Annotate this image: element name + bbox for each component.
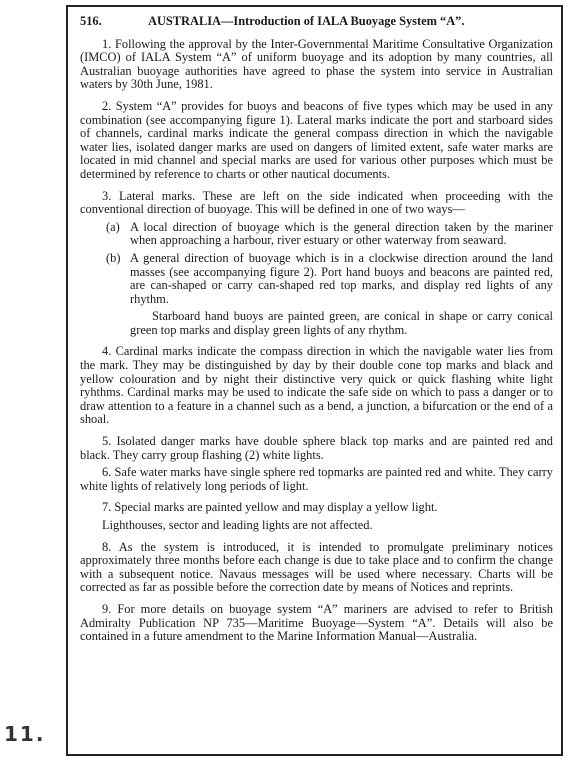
paragraph-3b-text: A general direction of buoyage which is in a clockwise direction around the land masses (see accompanying figure 2). Port hand buoys and beacons are painted red, are can-shaped or carry can-shaped red top marks, and display red lights of any rhythm. bbox=[130, 250, 553, 306]
paragraph-3b-continued: Starboard hand buoys are painted green, are conical in shape or carry conical green top marks and display green lights of any rhythm. bbox=[130, 309, 553, 337]
paragraph-6: 6. Safe water marks have single sphere red topmarks are painted red and white. They carry white lights of relatively long periods of light. bbox=[80, 465, 553, 493]
notice-title: AUSTRALIA—Introduction of IALA Buoyage System “A”. bbox=[148, 14, 465, 28]
notice-heading bbox=[80, 15, 553, 29]
paragraph-7-lighthouses: Lighthouses, sector and leading lights are not affected. bbox=[102, 518, 373, 532]
paragraph-1: 1. Following the approval by the Inter-Governmental Maritime Consultative Organization (IMCO) of IALA System “A” of uniform buoyage and its adoption by many countries, all Australian buoyage authorities have agreed to phase the system into service in Australian waters by 30th June, 1981. bbox=[80, 36, 553, 92]
paragraph-5: 5. Isolated danger marks have double sphere black top marks and are painted red and black. They carry group flashing (2) white lights. bbox=[80, 434, 553, 462]
paragraph-8: 8. As the system is introduced, it is intended to promulgate preliminary notices approximately three months before each change is due to take place and to confirm the change with a subsequent notice. Navaus messages will be used where necessary. Charts will be corrected as far as possible before the correction date by means of Notices and reprints. bbox=[80, 539, 553, 595]
paragraph-4: 4. Cardinal marks indicate the compass direction in which the navigable water lies from the mark. They may be distinguished by day by their double cone top marks and black and yellow colouration and by night their distinctive very quick or quick flashing white light ryhthms. Cardinal marks may be used to indicate the safe side on which to pass a danger or to draw attention to a feature in a channel such as a bend, a junction, a bifurcation or the end of a shoal. bbox=[80, 344, 553, 427]
paragraph-3a bbox=[106, 221, 553, 248]
paragraph-3a-text: A local direction of buoyage which is the general direction taken by the mariner when approaching a harbour, river estuary or other waterway from seaward. bbox=[130, 219, 553, 248]
paragraph-2: 2. System “A” provides for buoys and beacons of five types which may be used in any combination (see accompanying figure 1). Lateral marks indicate the port and starboard sides of channels, cardinal marks indicate the general compass direction in which the navigable water lies, isolated danger marks are used on dangers of limited extent, safe water marks are located in mid channel and special marks are used for various other purposes which must be determined by reference to charts or other nautical documents. bbox=[80, 98, 553, 181]
notice-box bbox=[66, 5, 563, 756]
paragraph-3b-label: (b) bbox=[106, 250, 121, 265]
margin-page-mark: 11. bbox=[4, 722, 46, 746]
paragraph-7: 7. Special marks are painted yellow and may display a yellow light. bbox=[102, 500, 438, 515]
paragraph-3: 3. Lateral marks. These are left on the side indicated when proceeding with the conventional direction of buoyage. This will be defined in one of two ways— bbox=[80, 188, 553, 217]
paragraph-3a-label: (a) bbox=[106, 219, 120, 234]
paragraph-3b bbox=[106, 252, 553, 306]
paragraph-9: 9. For more details on buoyage system “A” mariners are advised to refer to British Admiralty Publication NP 735—Maritime Buoyage—System “A”. Details will also be contained in a future amendment to the Marine Information Manual—Australia. bbox=[80, 601, 553, 644]
notice-number: 516. bbox=[80, 14, 102, 28]
